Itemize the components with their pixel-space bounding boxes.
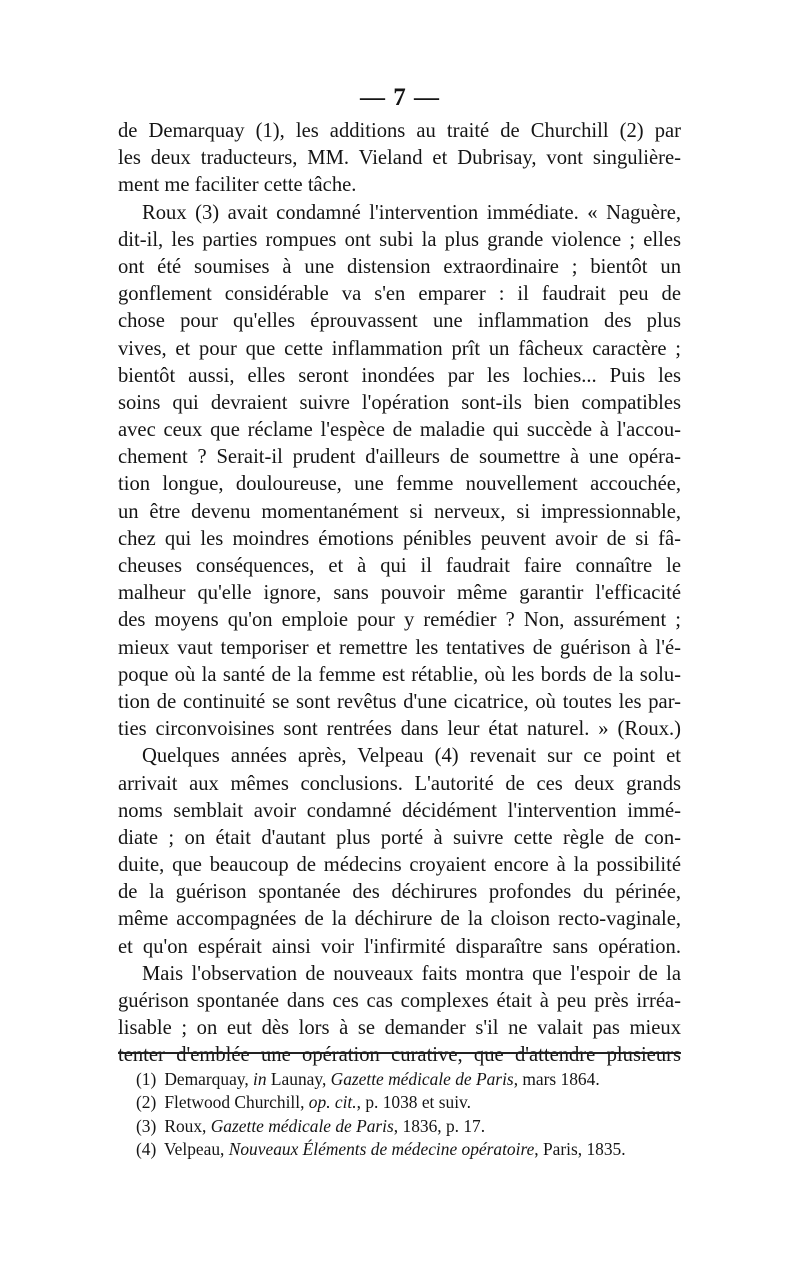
footnote-rule <box>118 1052 681 1054</box>
text-line: tenter d'emblée une opération curative, que d'attendre plusieurs <box>118 1044 681 1067</box>
text-line: tion longue, douloureuse, une femme nouvellement accouchée, <box>118 473 681 496</box>
footnote-text: Fletwood Churchill, <box>164 1092 309 1113</box>
text-line: malheur qu'elle ignore, sans pouvoir même garantir l'efficacité <box>118 582 681 605</box>
text-line: guérison spontanée dans ces cas complexes était à peu près irréa- <box>118 990 681 1012</box>
text-line: ont été soumises à une distension extraordinaire ; bientôt un <box>118 255 681 278</box>
text-line: arrivait aux mêmes conclusions. L'autorité de ces deux grands <box>118 772 681 795</box>
text-line: ment me faciliter cette tâche. <box>118 174 357 197</box>
footnote-text: Launay, <box>266 1069 331 1089</box>
footnote-text: Demarquay, <box>164 1069 254 1089</box>
footnote-mark: (1) <box>136 1069 157 1089</box>
footnote <box>136 1091 696 1114</box>
footnote-italic: Nouveaux Éléments de médecine opératoire <box>228 1139 535 1160</box>
text-line: même accompagnées de la déchirure de la cloison recto-vaginale, <box>118 908 681 931</box>
footnote <box>136 1068 696 1091</box>
text-line: vives, et pour que cette inflammation prît un fâcheux caractère ; <box>118 337 681 360</box>
footnote <box>136 1138 696 1161</box>
footnote-italic: in <box>253 1069 267 1089</box>
text-line: poque où la santé de la femme est rétablie, où les bords de la solu- <box>118 663 681 686</box>
text-line: de Demarquay (1), les additions au traité de Churchill (2) par <box>118 120 681 142</box>
text-line: les deux traducteurs, MM. Vieland et Dubrisay, vont singulière- <box>118 147 681 170</box>
text-line: noms semblait avoir condamné décidément l'intervention immé- <box>118 799 681 822</box>
text-line: tion de continuité se sont revêtus d'une cicatrice, où toutes les par- <box>118 690 681 713</box>
text-line: et qu'on espérait ainsi voir l'infirmité disparaître sans opération. <box>118 935 681 958</box>
text-line: avec ceux que réclame l'espèce de maladie qui succède à l'accou- <box>118 419 681 442</box>
footnote-mark: (2) <box>136 1092 157 1113</box>
text-line: Mais l'observation de nouveaux faits montra que l'espoir de la <box>142 962 681 985</box>
text-line: un être devenu momentanément si nerveux, si impressionnable, <box>118 500 681 523</box>
text-line: ties circonvoisines sont rentrées dans leur état naturel. » (Roux.) <box>118 718 681 741</box>
footnotes <box>136 1068 696 1162</box>
footnote-text: Roux, <box>164 1115 211 1136</box>
footnote-text: Velpeau, <box>164 1139 229 1160</box>
text-line: duite, que beaucoup de médecins croyaient encore à la possibilité <box>118 854 681 877</box>
footnote <box>136 1115 696 1138</box>
text-line: de la guérison spontanée des déchirures profondes du périnée, <box>118 881 681 904</box>
text-line: dit-il, les parties rompues ont subi la plus grande violence ; elles <box>118 228 681 251</box>
text-line: Roux (3) avait condamné l'intervention immédiate. « Naguère, <box>142 201 681 224</box>
footnote-italic: Gazette médicale de Paris <box>330 1069 514 1089</box>
text-line: chez qui les moindres émotions pénibles peuvent avoir de si fâ- <box>118 527 681 550</box>
footnote-italic: Gazette médicale de Paris <box>210 1115 394 1136</box>
text-line: cheuses conséquences, et à qui il faudrait faire connaître le <box>118 555 681 577</box>
text-line: bientôt aussi, elles seront inondées par les lochies... Puis les <box>118 364 681 387</box>
footnote-text: , 1836, p. 17. <box>393 1115 486 1136</box>
footnote-mark: (3) <box>136 1115 157 1136</box>
text-line: chement ? Serait-il prudent d'ailleurs de soumettre à une opéra- <box>118 446 681 469</box>
footnote-text: , p. 1038 et suiv. <box>356 1092 471 1113</box>
text-line: soins qui devraient suivre l'opération sont-ils bien compatibles <box>118 391 681 414</box>
text-line: chose pour qu'elles éprouvassent une inflammation des plus <box>118 310 681 333</box>
text-line: mieux vaut temporiser et remettre les tentatives de guérison à l'é- <box>118 636 681 659</box>
page-number: — 7 — <box>360 84 440 111</box>
text-line: Quelques années après, Velpeau (4) revenait sur ce point et <box>142 745 681 768</box>
body-text <box>118 118 681 1070</box>
footnote-text: , Paris, 1835. <box>534 1139 626 1160</box>
footnote-mark: (4) <box>136 1139 157 1160</box>
text-line: diate ; on était d'autant plus porté à suivre cette règle de con- <box>118 826 681 849</box>
footnote-italic: op. cit. <box>308 1092 357 1113</box>
footnote-text: , mars 1864. <box>513 1069 600 1089</box>
text-line: des moyens qu'on emploie pour y remédier ? Non, assurément ; <box>118 609 681 632</box>
text-line: lisable ; on eut dès lors à se demander s'il ne valait pas mieux <box>118 1017 681 1040</box>
text-line: gonflement considérable va s'en emparer : il faudrait peu de <box>118 283 681 306</box>
